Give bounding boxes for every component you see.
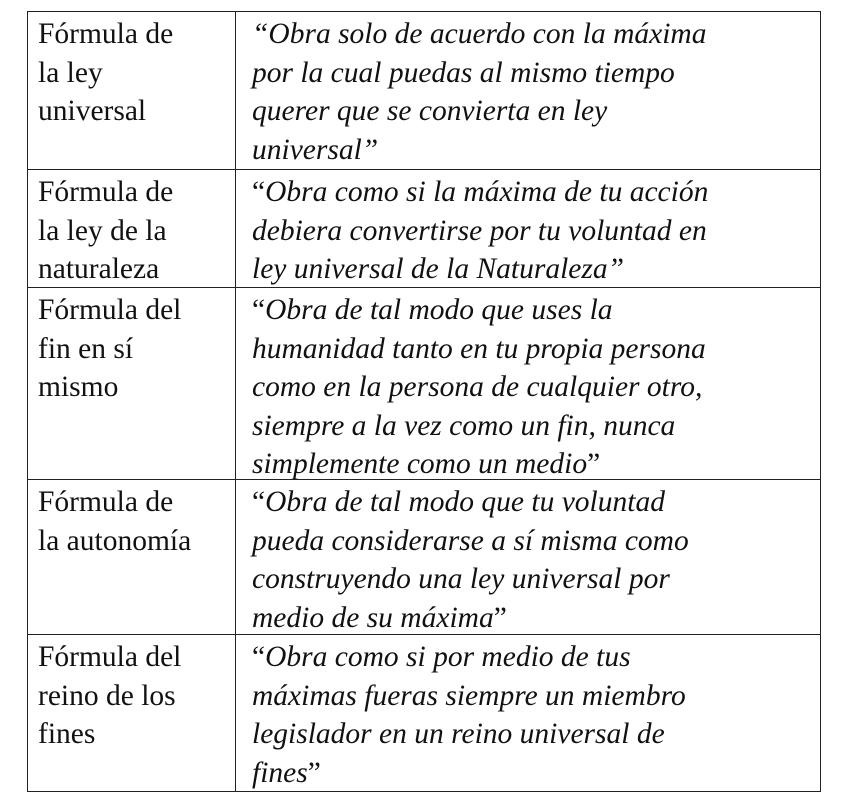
formula-quote-cell [236, 635, 820, 791]
formula-quote-cell [236, 480, 820, 635]
quote-text: siempre a la vez como un fin, nunca [252, 409, 676, 442]
formula-name-line: Fórmula de [38, 18, 174, 50]
formula-name-line: la autonomía [38, 524, 192, 557]
formula-name-line: fin en sí [38, 332, 134, 365]
quote-line [252, 368, 814, 407]
quote-close-mark: ” [361, 133, 379, 166]
quote-line [252, 677, 814, 716]
quote-text: máximas fueras siempre un miembro [252, 679, 686, 712]
formula-name-line: Fórmula del [38, 641, 182, 673]
formula-name-line: fines [38, 718, 96, 750]
quote-line [252, 291, 814, 330]
quote-line [252, 173, 814, 212]
formula-name-line: reino de los [38, 679, 176, 712]
quote-open-mark: “ [252, 294, 266, 326]
formula-name-line: universal [38, 95, 147, 127]
quote-text: por la cual puedas al mismo tiempo [252, 56, 675, 89]
quote-close-mark: ” [607, 253, 625, 285]
quote-close-mark: ” [587, 448, 601, 480]
quote-line [252, 212, 814, 251]
quote-line [252, 638, 814, 677]
formula-name-line: Fórmula del [38, 294, 182, 326]
quote-text: universal [252, 133, 362, 166]
quote-line [252, 131, 814, 170]
quote-text: Obra como si por medio de tus [265, 641, 631, 673]
quote-text: Obra de tal modo que uses la [265, 294, 613, 326]
quote-line [252, 54, 814, 93]
formula-name-cell [28, 480, 236, 635]
quote-line [252, 92, 814, 131]
quote-text: como en la persona de cualquier otro, [252, 371, 703, 403]
quote-text: Obra como si la máxima de tu acción [265, 176, 709, 208]
formula-name-line: la ley de la [38, 214, 167, 247]
quote-text: medio de su máxima [252, 601, 494, 634]
quote-line [252, 445, 814, 480]
quote-close-mark: ” [493, 601, 507, 634]
quote-text: debiera convertirse por tu voluntad en [252, 214, 707, 247]
quote-line [252, 330, 814, 369]
quote-line [252, 407, 814, 446]
quote-line [252, 715, 814, 754]
quote-open-mark: “ [252, 641, 266, 673]
formula-name-line: mismo [38, 371, 119, 403]
quote-line [252, 250, 814, 288]
quote-open-mark: “ [252, 18, 269, 50]
formula-name-line: naturaleza [38, 253, 160, 285]
quote-text: legislador en un reino universal de [252, 718, 665, 750]
quote-line [252, 599, 814, 636]
formula-name-cell [28, 12, 236, 170]
formula-name-cell [28, 635, 236, 791]
formula-name-line: la ley [38, 56, 103, 89]
quote-text: construyendo una ley universal por [252, 563, 670, 595]
formula-name-line: Fórmula de [38, 176, 174, 208]
quote-open-mark: “ [252, 486, 266, 518]
quote-text: querer que se convierta en ley [252, 95, 608, 127]
quote-line [252, 522, 814, 561]
quote-text: ley universal de la Naturaleza [252, 253, 608, 285]
formula-name-line: Fórmula de [38, 486, 174, 518]
formula-name-cell [28, 288, 236, 480]
quote-line [252, 754, 814, 792]
formula-quote-cell [236, 170, 820, 288]
quote-text: humanidad tanto en tu propia persona [252, 332, 706, 365]
quote-text: simplemente como un medio [252, 448, 588, 480]
quote-close-mark: ” [307, 756, 321, 789]
quote-open-mark: “ [252, 176, 266, 208]
formula-quote-cell [236, 288, 820, 480]
quote-line [252, 15, 814, 54]
formula-quote-cell [236, 12, 820, 170]
formula-name-cell [28, 170, 236, 288]
quote-line [252, 560, 814, 599]
quote-text: Obra de tal modo que tu voluntad [265, 486, 665, 518]
quote-text: Obra solo de acuerdo con la máxima [268, 18, 707, 50]
quote-text: pueda considerarse a sí misma como [252, 524, 689, 557]
quote-line [252, 483, 814, 522]
formulas-table [27, 11, 821, 792]
quote-text: fines [252, 756, 308, 789]
